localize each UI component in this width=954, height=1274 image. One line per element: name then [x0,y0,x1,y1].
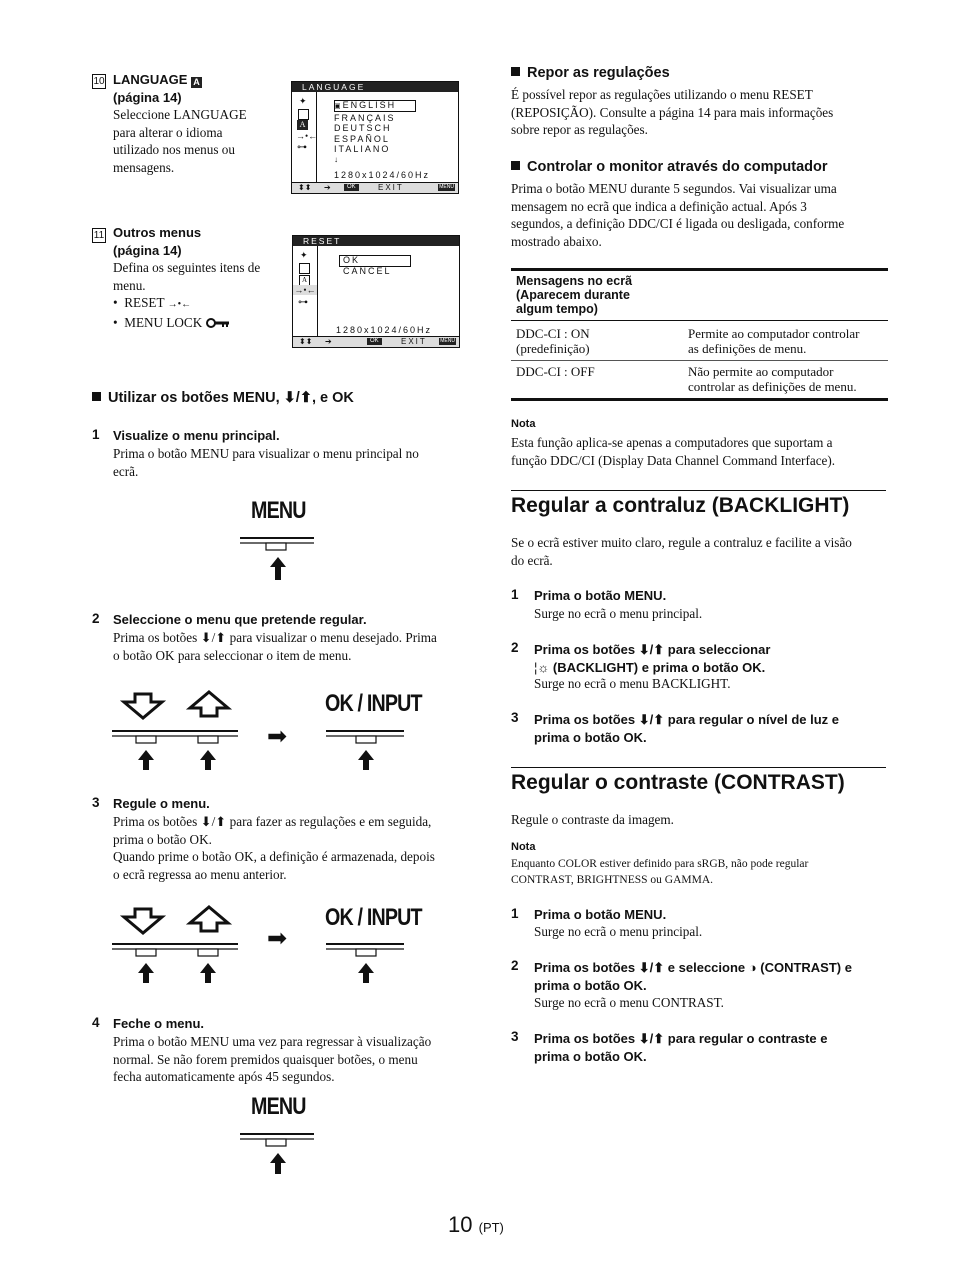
table-row-rule [511,360,888,361]
step-1-number: 1 [92,427,100,442]
language-item-number: 10 [93,76,105,87]
ok-input-button-illustration-2 [324,940,408,986]
language-osd-screen [291,81,459,194]
osd-menu-tag: MENU [439,184,454,190]
reset-icon: →•← [167,299,192,310]
updown-icon: ⬍⬍ [299,337,313,346]
language-icon: A [191,77,202,88]
language-menu-icon: A [297,120,308,130]
step-4-body: Prima o botão MENU uma vez para regressar à visualização normal. Se não forem premidos quaisquer botões, o menu fecha automaticamente após 45 segundos. [113,1034,432,1084]
osd-menu-tag: MENU [440,338,455,344]
table-row-key: DDC-CI : OFF [516,364,595,379]
step-2-title: Seleccione o menu que pretende regular. [113,612,367,627]
language-osd-options: ▣ENGLISH FRANÇAIS DEUTSCH ESPAÑOL ITALIANO ↓ [334,100,397,164]
down-up-buttons-illustration-1 [110,688,245,773]
others-desc: Defina os seguintes itens de menu. [113,260,261,293]
down-up-buttons-illustration-2 [110,903,245,988]
contrast-step-1-body: Surge no ecrã o menu principal. [534,924,703,939]
contrast-step-3-number: 3 [511,1029,519,1044]
updown-icon: ⬍⬍ [298,183,312,192]
down-up-arrows-icon: ⬇/⬆ [638,712,665,727]
step-1-title: Visualize o menu principal. [113,428,280,443]
backlight-step-2-number: 2 [511,640,519,655]
language-osd-sidebar [292,92,317,183]
others-list [113,294,226,331]
contrast-note-body: Enquanto COLOR estiver definido para sRGB, não pode regular CONTRAST, BRIGHTNESS ou GAMMA. [511,858,809,886]
menu-button-label: MENU [251,1093,306,1120]
table-bottom-rule [511,398,888,401]
ok-input-button-label: OK / INPUT [325,904,422,931]
others-title: Outros menus [113,225,202,240]
osd-exit-label: EXIT [401,337,427,346]
backlight-step-2-title: Prima os botões ⬇/⬆ para seleccionar ¦☼ (BACKLIGHT) e prima o botão OK. [534,642,771,675]
step-4-title: Feche o menu. [113,1016,205,1031]
contrast-step-2-body: Surge no ecrã o menu CONTRAST. [534,995,724,1010]
screen-menu-icon [298,109,309,120]
menu-button-illustration [238,535,318,585]
square-bullet-icon [511,67,520,76]
language-page-ref: (página 14) [113,90,182,105]
contrast-heading: Regular o contraste (CONTRAST) [511,771,845,794]
contrast-step-1-title: Prima o botão MENU. [534,907,667,922]
down-up-arrows-icon: ⬇/⬆ [283,390,312,406]
others-page-ref: (página 14) [113,243,182,258]
down-up-arrows-icon: ⬇/⬆ [638,1031,665,1046]
note-label: Nota [511,418,536,430]
page-number: 10 (PT) [448,1212,504,1237]
contrast-step-2-number: 2 [511,958,519,973]
reset-osd-options: OK CANCEL [343,255,392,276]
backlight-step-1-number: 1 [511,587,519,602]
language-osd-header: LANGUAGE [292,82,458,92]
osd-ok-tag: OK [344,184,359,191]
reset-menu-icon: →•← [294,285,316,295]
table-header: Mensagens no ecrã (Aparecem durante algum tempo) [516,274,633,316]
table-top-rule [511,268,888,271]
reset-osd-sidebar [293,246,318,337]
osd-exit-label: EXIT [378,183,404,192]
backlight-intro: Se o ecrã estiver muito claro, regule a contraluz e facilite a visão do ecrã. [511,535,852,568]
reset-list-item: • RESET →•← [113,295,192,310]
reset-osd-screen [292,235,460,348]
table-row-key: DDC-CI : ON (predefinição) [516,326,590,356]
note-body: Esta função aplica-se apenas a computadores que suportam a função DDC/CI (Display Data Channel Command Interface). [511,435,836,468]
down-up-arrows-icon: ⬇/⬆ [638,960,665,975]
step-4-number: 4 [92,1015,100,1030]
step-2-body: Prima os botões ⬇/⬆ para visualizar o menu desejado. Prima o botão OK para seleccionar o item de menu. [113,630,437,663]
backlight-rule [511,490,886,491]
menu-button-label: MENU [251,497,306,524]
contrast-step-3-title: Prima os botões ⬇/⬆ para regular o contraste e prima o botão OK. [534,1031,828,1064]
language-osd-footer [292,182,458,193]
table-row-value: Permite ao computador controlar as definições de menu. [688,326,860,356]
square-bullet-icon [511,161,520,170]
right-arrow-icon: ➡ [267,724,288,750]
language-menu-icon: A [299,275,310,286]
screen-menu-icon [299,263,310,274]
buttons-section-title: Utilizar os botões MENU, ⬇/⬆, e OK [92,390,354,406]
ok-input-button-label: OK / INPUT [325,690,422,717]
table-row-value: Não permite ao computador controlar as definições de menu. [688,364,857,394]
reset-menu-icon: →•← [296,131,318,141]
contrast-step-1-number: 1 [511,906,519,921]
brightness-menu-icon: ✦ [300,250,308,260]
backlight-step-3-number: 3 [511,710,519,725]
contrast-rule [511,767,886,768]
reset-osd-footer [293,336,459,347]
backlight-step-3-title: Prima os botões ⬇/⬆ para regular o nível de luz e prima o botão OK. [534,712,840,745]
contrast-icon: ◑ [748,960,757,975]
others-item-number: 11 [93,230,105,241]
brightness-menu-icon: ✦ [299,96,307,106]
menu-button-illustration-2 [238,1131,318,1179]
backlight-heading: Regular a contraluz (BACKLIGHT) [511,494,850,517]
step-3-title: Regule o menu. [113,796,210,811]
controlar-title: Controlar o monitor através do computador [511,159,828,175]
contrast-step-2-title: Prima os botões ⬇/⬆ e seleccione ◑ (CONTRAST) e prima o botão OK. [534,960,852,993]
square-bullet-icon [92,392,101,401]
enter-arrow-icon: ➔ [325,337,332,346]
table-header-rule [511,320,888,321]
ok-input-button-illustration-1 [324,727,408,773]
osd-ok-tag: OK [367,338,382,345]
backlight-step-1-title: Prima o botão MENU. [534,588,667,603]
backlight-step-1-body: Surge no ecrã o menu principal. [534,606,703,621]
repor-title: Repor as regulações [511,65,670,81]
language-title: LANGUAGE A [113,72,202,88]
step-3-body: Prima os botões ⬇/⬆ para fazer as regulações e em seguida, prima o botão OK. Quando prime o botão OK, a definição é armazenada, depois o ecrã regressa ao menu anterior. [113,814,435,882]
down-up-arrows-icon: ⬇/⬆ [200,630,227,645]
language-osd-resolution: 1280x1024/60Hz [334,170,431,180]
down-up-arrows-icon: ⬇/⬆ [638,642,665,657]
checkmark-icon: ▣ [334,103,343,110]
step-2-number: 2 [92,611,100,626]
repor-body: É possível repor as regulações utilizando o menu RESET (REPOSIÇÃO). Consulte a página 14 para mais informações sobre repor as regulações. [511,87,834,137]
reset-osd-resolution: 1280x1024/60Hz [336,325,433,335]
lock-menu-icon: ⊶ [297,142,307,153]
contrast-note-label: Nota [511,841,536,853]
step-1-body: Prima o botão MENU para visualizar o menu principal no ecrã. [113,446,419,479]
language-desc: Seleccione LANGUAGE para alterar o idioma utilizado nos menus ou mensagens. [113,107,247,175]
key-icon [206,315,226,324]
right-arrow-icon: ➡ [267,926,288,952]
enter-arrow-icon: ➔ [324,183,331,192]
backlight-step-2-body: Surge no ecrã o menu BACKLIGHT. [534,676,731,691]
lock-menu-icon: ⊶ [298,297,308,308]
contrast-intro: Regule o contraste da imagem. [511,812,674,827]
down-up-arrows-icon: ⬇/⬆ [200,814,227,829]
step-3-number: 3 [92,795,100,810]
menu-lock-list-item: • MENU LOCK [113,314,226,332]
controlar-body: Prima o botão MENU durante 5 segundos. Vai visualizar uma mensagem no ecrã que indica a definição actual. Após 3 segundos, a definição DDC/CI é ligada ou desligada, conforme mostrado abaixo. [511,181,845,249]
reset-osd-header: RESET [293,236,459,246]
backlight-icon: ¦☼ [534,660,550,675]
